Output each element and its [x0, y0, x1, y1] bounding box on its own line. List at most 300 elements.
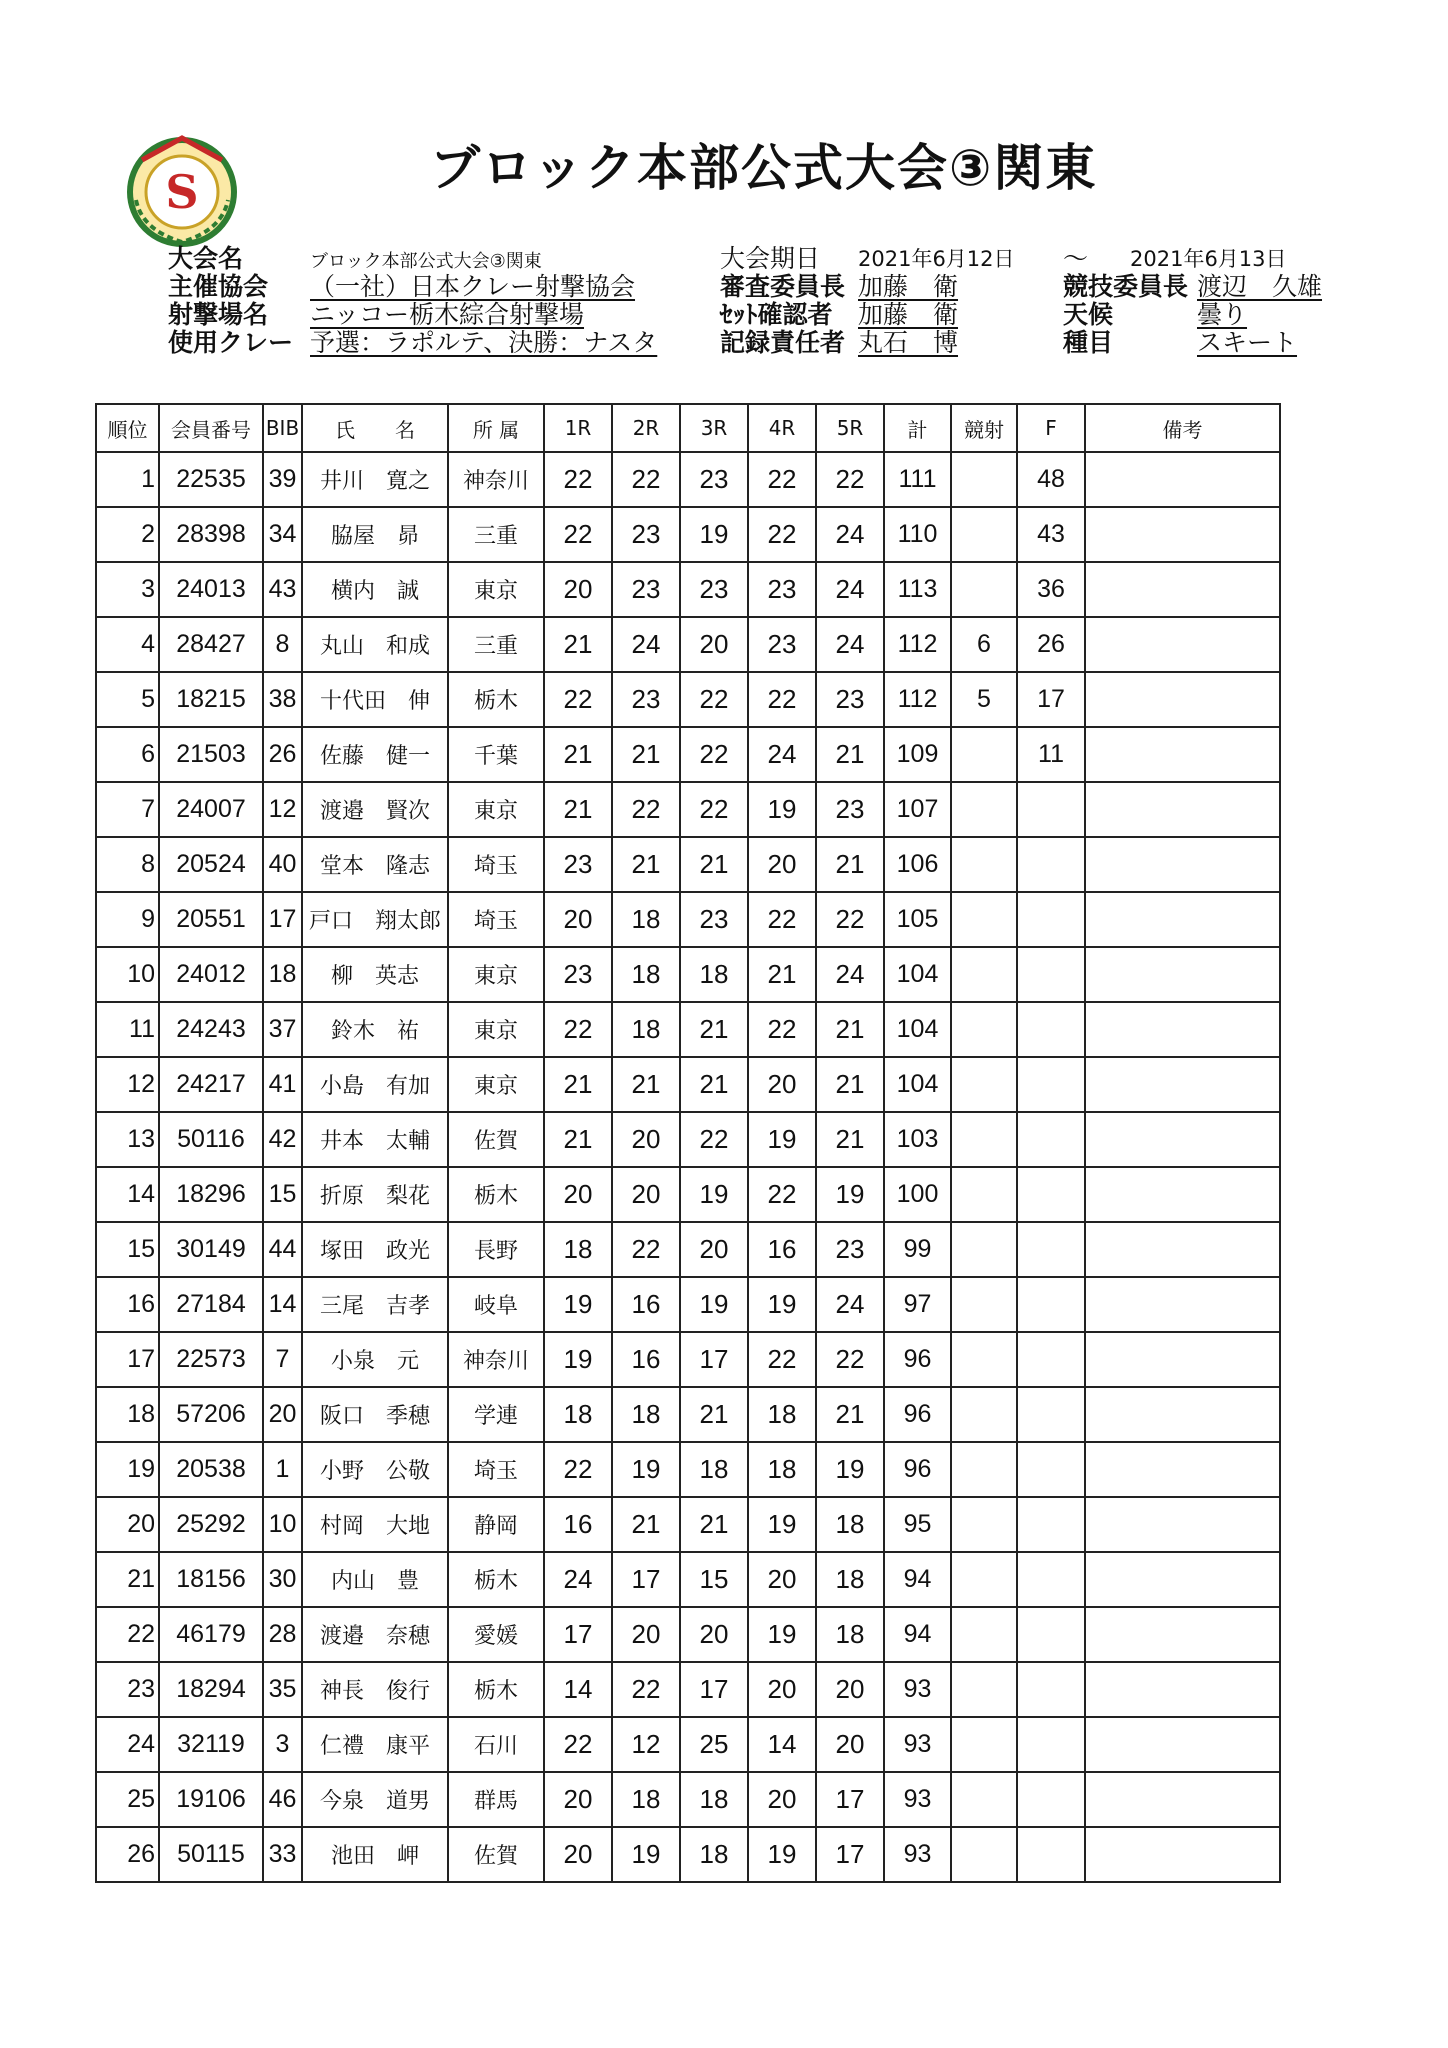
cell-round-5: 21 [816, 1002, 884, 1057]
cell-shoot-off [951, 1387, 1017, 1442]
cell-member-no: 19106 [159, 1772, 263, 1827]
cell-member-no: 32119 [159, 1717, 263, 1772]
cell-round-3: 22 [680, 727, 748, 782]
col-header-final: F [1017, 404, 1085, 452]
table-row [96, 1772, 1280, 1827]
cell-shoot-off [951, 562, 1017, 617]
cell-round-5: 20 [816, 1717, 884, 1772]
table-row [96, 672, 1280, 727]
cell-name: 十代田 伸 [302, 672, 448, 727]
cell-round-3: 17 [680, 1662, 748, 1717]
cell-shoot-off [951, 1772, 1017, 1827]
cell-affiliation: 栃木 [448, 1662, 544, 1717]
col-header-round-2: 2R [612, 404, 680, 452]
cell-name: 内山 豊 [302, 1552, 448, 1607]
info-row-1 [168, 245, 243, 273]
cell-bib: 12 [263, 782, 302, 837]
cell-round-4: 19 [748, 782, 816, 837]
cell-total: 112 [884, 617, 951, 672]
cell-affiliation: 埼玉 [448, 837, 544, 892]
table-row [96, 1552, 1280, 1607]
cell-affiliation: 三重 [448, 617, 544, 672]
cell-affiliation: 東京 [448, 1057, 544, 1112]
cell-round-2: 21 [612, 727, 680, 782]
cell-bib: 39 [263, 452, 302, 507]
cell-round-5: 21 [816, 837, 884, 892]
cell-round-1: 14 [544, 1662, 612, 1717]
table-header-row [96, 404, 1280, 452]
cell-round-4: 24 [748, 727, 816, 782]
cell-round-4: 18 [748, 1442, 816, 1497]
cell-round-3: 18 [680, 1442, 748, 1497]
cell-remarks [1085, 1222, 1280, 1277]
cell-round-5: 21 [816, 727, 884, 782]
cell-rank: 9 [96, 892, 159, 947]
cell-member-no: 46179 [159, 1607, 263, 1662]
cell-remarks [1085, 1442, 1280, 1497]
cell-round-2: 18 [612, 1002, 680, 1057]
cell-affiliation: 長野 [448, 1222, 544, 1277]
cell-total: 94 [884, 1607, 951, 1662]
cell-remarks [1085, 1387, 1280, 1442]
cell-rank: 19 [96, 1442, 159, 1497]
association-logo [122, 130, 242, 250]
cell-round-4: 21 [748, 947, 816, 1002]
cell-round-2: 24 [612, 617, 680, 672]
cell-final [1017, 837, 1085, 892]
cell-name: 小野 公敬 [302, 1442, 448, 1497]
chief-judge-label: 審査委員長 [720, 272, 846, 301]
cell-total: 113 [884, 562, 951, 617]
cell-round-1: 22 [544, 507, 612, 562]
cell-remarks [1085, 672, 1280, 727]
cell-shoot-off [951, 1332, 1017, 1387]
cell-bib: 35 [263, 1662, 302, 1717]
cell-round-4: 22 [748, 1167, 816, 1222]
cell-round-5: 21 [816, 1387, 884, 1442]
set-checker-label: ｾｯﾄ確認者 [720, 300, 833, 329]
cell-remarks [1085, 1497, 1280, 1552]
col-header-shoot-off: 競射 [951, 404, 1017, 452]
cell-round-2: 22 [612, 1662, 680, 1717]
cell-round-5: 23 [816, 782, 884, 837]
cell-name: 折原 梨花 [302, 1167, 448, 1222]
cell-final [1017, 1332, 1085, 1387]
col-header-round-1: 1R [544, 404, 612, 452]
cell-round-2: 22 [612, 782, 680, 837]
cell-round-5: 24 [816, 562, 884, 617]
cell-name: 井本 太輔 [302, 1112, 448, 1167]
cell-name: 井川 寛之 [302, 452, 448, 507]
cell-round-5: 22 [816, 892, 884, 947]
cell-round-2: 16 [612, 1277, 680, 1332]
cell-remarks [1085, 1002, 1280, 1057]
cell-remarks [1085, 452, 1280, 507]
cell-total: 93 [884, 1772, 951, 1827]
cell-final: 26 [1017, 617, 1085, 672]
cell-round-3: 21 [680, 837, 748, 892]
cell-round-3: 18 [680, 1772, 748, 1827]
recorder-label: 記録責任者 [720, 328, 846, 357]
cell-remarks [1085, 1662, 1280, 1717]
cell-name: 神長 俊行 [302, 1662, 448, 1717]
cell-remarks [1085, 892, 1280, 947]
cell-final [1017, 1167, 1085, 1222]
cell-name: 三尾 吉孝 [302, 1277, 448, 1332]
cell-final: 11 [1017, 727, 1085, 782]
cell-remarks [1085, 1332, 1280, 1387]
cell-member-no: 28427 [159, 617, 263, 672]
cell-round-2: 22 [612, 1222, 680, 1277]
chief-judge-value: 加藤 衛 [858, 272, 959, 301]
cell-round-1: 20 [544, 1167, 612, 1222]
cell-round-3: 21 [680, 1057, 748, 1112]
cell-bib: 33 [263, 1827, 302, 1882]
cell-round-2: 17 [612, 1552, 680, 1607]
cell-affiliation: 神奈川 [448, 1332, 544, 1387]
cell-affiliation: 三重 [448, 507, 544, 562]
cell-rank: 11 [96, 1002, 159, 1057]
cell-round-4: 19 [748, 1112, 816, 1167]
cell-shoot-off: 6 [951, 617, 1017, 672]
cell-name: 鈴木 祐 [302, 1002, 448, 1057]
cell-round-3: 20 [680, 1607, 748, 1662]
cell-bib: 30 [263, 1552, 302, 1607]
table-row [96, 617, 1280, 672]
cell-shoot-off [951, 947, 1017, 1002]
cell-round-4: 20 [748, 1772, 816, 1827]
cell-bib: 1 [263, 1442, 302, 1497]
cell-affiliation: 佐賀 [448, 1827, 544, 1882]
cell-member-no: 50116 [159, 1112, 263, 1167]
cell-shoot-off [951, 837, 1017, 892]
col-header-member-no: 会員番号 [159, 404, 263, 452]
cell-round-2: 23 [612, 672, 680, 727]
cell-rank: 6 [96, 727, 159, 782]
cell-round-1: 21 [544, 1112, 612, 1167]
cell-final: 36 [1017, 562, 1085, 617]
event-date-start: 2021年6月12日 [858, 247, 1015, 271]
cell-name: 小泉 元 [302, 1332, 448, 1387]
cell-affiliation: 石川 [448, 1717, 544, 1772]
cell-round-2: 18 [612, 1387, 680, 1442]
cell-shoot-off [951, 1222, 1017, 1277]
cell-affiliation: 栃木 [448, 1552, 544, 1607]
cell-rank: 16 [96, 1277, 159, 1332]
cell-round-3: 15 [680, 1552, 748, 1607]
cell-remarks [1085, 837, 1280, 892]
cell-rank: 5 [96, 672, 159, 727]
results-body [96, 452, 1280, 1882]
cell-rank: 2 [96, 507, 159, 562]
cell-final [1017, 1717, 1085, 1772]
host-label: 主催協会 [168, 272, 269, 301]
cell-member-no: 18215 [159, 672, 263, 727]
cell-name: 戸口 翔太郎 [302, 892, 448, 947]
table-row [96, 1057, 1280, 1112]
cell-name: 今泉 道男 [302, 1772, 448, 1827]
cell-member-no: 57206 [159, 1387, 263, 1442]
cell-bib: 43 [263, 562, 302, 617]
table-row [96, 1167, 1280, 1222]
cell-bib: 17 [263, 892, 302, 947]
cell-affiliation: 埼玉 [448, 1442, 544, 1497]
cell-total: 99 [884, 1222, 951, 1277]
cell-rank: 3 [96, 562, 159, 617]
cell-name: 横内 誠 [302, 562, 448, 617]
cell-remarks [1085, 617, 1280, 672]
cell-affiliation: 神奈川 [448, 452, 544, 507]
cell-round-3: 21 [680, 1387, 748, 1442]
col-header-name: 氏 名 [302, 404, 448, 452]
cell-member-no: 20538 [159, 1442, 263, 1497]
cell-rank: 4 [96, 617, 159, 672]
competition-chair-value: 渡辺 久雄 [1197, 272, 1323, 301]
cell-affiliation: 埼玉 [448, 892, 544, 947]
cell-round-1: 21 [544, 782, 612, 837]
cell-affiliation: 群馬 [448, 1772, 544, 1827]
cell-shoot-off [951, 1497, 1017, 1552]
table-row [96, 1717, 1280, 1772]
cell-total: 106 [884, 837, 951, 892]
cell-remarks [1085, 1057, 1280, 1112]
cell-round-1: 18 [544, 1222, 612, 1277]
cell-member-no: 24007 [159, 782, 263, 837]
cell-round-4: 23 [748, 562, 816, 617]
cell-name: 塚田 政光 [302, 1222, 448, 1277]
cell-shoot-off [951, 1442, 1017, 1497]
cell-remarks [1085, 1277, 1280, 1332]
cell-total: 103 [884, 1112, 951, 1167]
cell-round-5: 17 [816, 1827, 884, 1882]
cell-round-5: 19 [816, 1442, 884, 1497]
cell-bib: 18 [263, 947, 302, 1002]
table-row [96, 1002, 1280, 1057]
cell-bib: 14 [263, 1277, 302, 1332]
cell-rank: 1 [96, 452, 159, 507]
cell-final [1017, 782, 1085, 837]
cell-final [1017, 1277, 1085, 1332]
col-header-remarks: 備考 [1085, 404, 1280, 452]
recorder-value: 丸石 博 [858, 328, 959, 357]
cell-round-2: 18 [612, 892, 680, 947]
cell-final [1017, 1387, 1085, 1442]
cell-round-1: 19 [544, 1277, 612, 1332]
cell-final [1017, 1497, 1085, 1552]
table-row [96, 1332, 1280, 1387]
cell-round-1: 20 [544, 1772, 612, 1827]
cell-affiliation: 静岡 [448, 1497, 544, 1552]
cell-member-no: 24217 [159, 1057, 263, 1112]
cell-round-1: 19 [544, 1332, 612, 1387]
cell-shoot-off [951, 1607, 1017, 1662]
cell-name: 佐藤 健一 [302, 727, 448, 782]
cell-shoot-off [951, 1002, 1017, 1057]
cell-round-1: 16 [544, 1497, 612, 1552]
cell-bib: 15 [263, 1167, 302, 1222]
cell-affiliation: 栃木 [448, 672, 544, 727]
cell-round-4: 22 [748, 892, 816, 947]
cell-bib: 34 [263, 507, 302, 562]
col-header-round-3: 3R [680, 404, 748, 452]
cell-affiliation: 東京 [448, 947, 544, 1002]
competition-chair-label: 競技委員長 [1063, 272, 1189, 301]
cell-final: 43 [1017, 507, 1085, 562]
svg-text:S: S [165, 165, 199, 219]
cell-round-5: 20 [816, 1662, 884, 1717]
cell-member-no: 24013 [159, 562, 263, 617]
cell-round-3: 18 [680, 1827, 748, 1882]
cell-round-5: 18 [816, 1552, 884, 1607]
cell-round-1: 20 [544, 892, 612, 947]
cell-total: 104 [884, 947, 951, 1002]
cell-bib: 10 [263, 1497, 302, 1552]
host-value: （一社）日本クレー射撃協会 [310, 272, 636, 301]
cell-affiliation: 東京 [448, 782, 544, 837]
cell-round-4: 19 [748, 1607, 816, 1662]
cell-final [1017, 1827, 1085, 1882]
table-row [96, 1662, 1280, 1717]
weather-label: 天候 [1063, 300, 1114, 329]
col-header-round-4: 4R [748, 404, 816, 452]
cell-round-5: 18 [816, 1497, 884, 1552]
cell-affiliation: 佐賀 [448, 1112, 544, 1167]
cell-rank: 10 [96, 947, 159, 1002]
cell-name: 渡邉 賢次 [302, 782, 448, 837]
cell-round-5: 23 [816, 672, 884, 727]
cell-round-3: 20 [680, 617, 748, 672]
cell-shoot-off [951, 1827, 1017, 1882]
cell-rank: 23 [96, 1662, 159, 1717]
cell-round-5: 24 [816, 617, 884, 672]
cell-remarks [1085, 1772, 1280, 1827]
cell-round-4: 22 [748, 672, 816, 727]
cell-round-2: 22 [612, 452, 680, 507]
cell-final: 48 [1017, 452, 1085, 507]
cell-affiliation: 栃木 [448, 1167, 544, 1222]
cell-round-2: 20 [612, 1112, 680, 1167]
cell-rank: 12 [96, 1057, 159, 1112]
cell-name: 渡邉 奈穂 [302, 1607, 448, 1662]
cell-round-4: 20 [748, 837, 816, 892]
cell-total: 105 [884, 892, 951, 947]
cell-round-5: 24 [816, 947, 884, 1002]
cell-round-5: 23 [816, 1222, 884, 1277]
table-row [96, 452, 1280, 507]
cell-round-3: 20 [680, 1222, 748, 1277]
cell-total: 93 [884, 1827, 951, 1882]
event-date-separator: ～ [1063, 244, 1089, 273]
cell-final [1017, 1112, 1085, 1167]
cell-round-1: 22 [544, 452, 612, 507]
cell-round-4: 22 [748, 507, 816, 562]
cell-round-2: 21 [612, 1057, 680, 1112]
cell-round-4: 20 [748, 1662, 816, 1717]
set-checker-value: 加藤 衛 [858, 300, 959, 329]
cell-member-no: 27184 [159, 1277, 263, 1332]
cell-remarks [1085, 1167, 1280, 1222]
cell-bib: 42 [263, 1112, 302, 1167]
clay-label: 使用クレー [168, 328, 294, 357]
cell-bib: 8 [263, 617, 302, 672]
cell-total: 109 [884, 727, 951, 782]
cell-round-4: 20 [748, 1552, 816, 1607]
cell-bib: 20 [263, 1387, 302, 1442]
cell-remarks [1085, 507, 1280, 562]
cell-shoot-off [951, 1112, 1017, 1167]
cell-bib: 38 [263, 672, 302, 727]
table-row [96, 562, 1280, 617]
cell-total: 95 [884, 1497, 951, 1552]
table-row [96, 1387, 1280, 1442]
cell-name: 村岡 大地 [302, 1497, 448, 1552]
cell-name: 柳 英志 [302, 947, 448, 1002]
cell-shoot-off [951, 727, 1017, 782]
cell-member-no: 22535 [159, 452, 263, 507]
cell-name: 脇屋 昴 [302, 507, 448, 562]
table-row [96, 1827, 1280, 1882]
cell-name: 阪口 季穂 [302, 1387, 448, 1442]
cell-remarks [1085, 1112, 1280, 1167]
cell-total: 107 [884, 782, 951, 837]
cell-rank: 22 [96, 1607, 159, 1662]
cell-rank: 7 [96, 782, 159, 837]
table-row [96, 1442, 1280, 1497]
cell-round-5: 17 [816, 1772, 884, 1827]
cell-member-no: 30149 [159, 1222, 263, 1277]
cell-remarks [1085, 782, 1280, 837]
cell-member-no: 21503 [159, 727, 263, 782]
cell-name: 池田 岬 [302, 1827, 448, 1882]
cell-bib: 37 [263, 1002, 302, 1057]
cell-shoot-off [951, 892, 1017, 947]
cell-round-2: 19 [612, 1827, 680, 1882]
cell-total: 93 [884, 1717, 951, 1772]
event-date-end: 2021年6月13日 [1130, 247, 1287, 271]
clay-value: 予選：ラポルテ、決勝：ナスタ [310, 328, 658, 357]
cell-round-2: 23 [612, 507, 680, 562]
results-table [95, 403, 1281, 1883]
cell-bib: 7 [263, 1332, 302, 1387]
cell-shoot-off [951, 1167, 1017, 1222]
event-name-value: ブロック本部公式大会③関東 [310, 251, 542, 272]
cell-affiliation: 学連 [448, 1387, 544, 1442]
cell-round-3: 21 [680, 1497, 748, 1552]
col-header-bib: BIB [263, 404, 302, 452]
cell-remarks [1085, 1552, 1280, 1607]
cell-name: 小島 有加 [302, 1057, 448, 1112]
cell-round-4: 18 [748, 1387, 816, 1442]
cell-round-4: 19 [748, 1827, 816, 1882]
cell-round-4: 22 [748, 452, 816, 507]
cell-member-no: 20524 [159, 837, 263, 892]
cell-round-1: 18 [544, 1387, 612, 1442]
cell-member-no: 20551 [159, 892, 263, 947]
cell-round-3: 22 [680, 1112, 748, 1167]
cell-round-3: 19 [680, 1167, 748, 1222]
cell-round-1: 22 [544, 1442, 612, 1497]
cell-member-no: 18294 [159, 1662, 263, 1717]
cell-final [1017, 1772, 1085, 1827]
cell-final [1017, 1002, 1085, 1057]
cell-round-1: 17 [544, 1607, 612, 1662]
cell-shoot-off [951, 1057, 1017, 1112]
table-row [96, 1222, 1280, 1277]
cell-round-5: 24 [816, 1277, 884, 1332]
cell-round-5: 21 [816, 1112, 884, 1167]
cell-shoot-off [951, 782, 1017, 837]
cell-round-2: 20 [612, 1167, 680, 1222]
